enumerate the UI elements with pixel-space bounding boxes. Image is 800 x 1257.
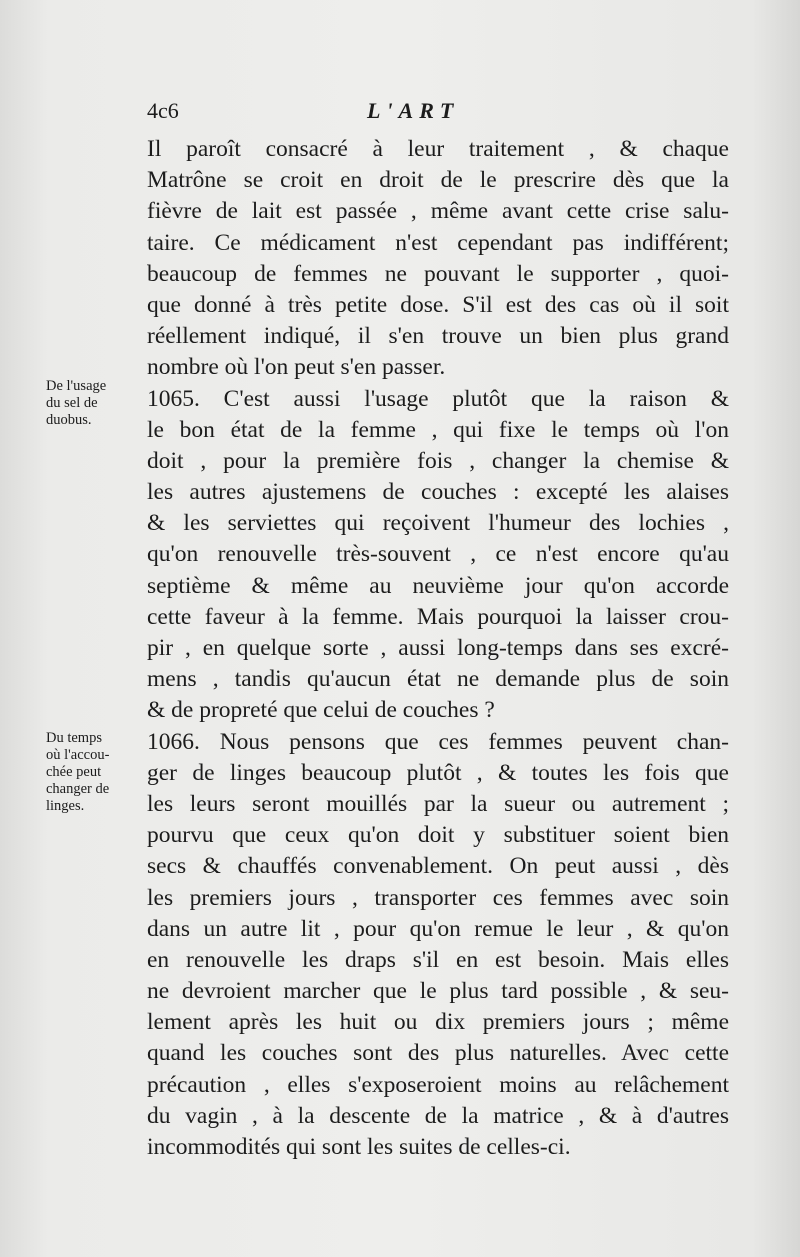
text-line: secs & chauffés convenablement. On peut aussi , dès bbox=[147, 853, 729, 880]
page-header bbox=[147, 98, 502, 128]
text-line: réellement indiqué, il s'en trouve un bien plus grand bbox=[147, 323, 729, 350]
text-line: pir , en quelque sorte , aussi long-temps dans ses excré- bbox=[147, 635, 729, 661]
text-line: & les serviettes qui reçoivent l'humeur des lochies , bbox=[147, 510, 729, 537]
text-line: que donné à très petite dose. S'il est des cas où il soit bbox=[147, 291, 729, 318]
text-line: le bon état de la femme , qui fixe le temps où l'on bbox=[147, 416, 729, 443]
margin-note-line: linges. bbox=[46, 798, 85, 814]
text-line: doit , pour la première fois , changer la chemise & bbox=[147, 447, 729, 474]
text-line: cette faveur à la femme. Mais pourquoi la laisser crou- bbox=[147, 603, 729, 630]
text-line: les autres ajustemens de couches : excepté les alaises bbox=[147, 479, 729, 506]
text-line: les premiers jours , transporter ces femmes avec soin bbox=[147, 884, 729, 911]
text-line: quand les couches sont des plus naturelles. Avec cette bbox=[147, 1040, 729, 1067]
text-line: pourvu que ceux qu'on doit y substituer soient bien bbox=[147, 822, 729, 849]
text-line: Matrône se croit en droit de le prescrire dès que la bbox=[147, 167, 729, 194]
text-line: précaution , elles s'exposeroient moins au relâchement bbox=[147, 1071, 729, 1098]
text-line: ger de linges beaucoup plutôt , & toutes les fois que bbox=[147, 759, 729, 786]
margin-note-line: changer de bbox=[46, 781, 110, 797]
text-line: septième & même au neuvième jour qu'on accorde bbox=[147, 572, 729, 599]
text-line: mens , tandis qu'aucun état ne demande plus de soin bbox=[147, 666, 729, 693]
margin-note-line: De l'usage bbox=[46, 378, 107, 394]
margin-note-usage bbox=[46, 378, 152, 429]
text-line: taire. Ce médicament n'est cependant pas indifférent; bbox=[147, 229, 729, 256]
text-line: & de propreté que celui de couches ? bbox=[147, 697, 495, 724]
body-text bbox=[147, 134, 729, 1163]
text-line: les leurs seront mouillés par la sueur ou autrement ; bbox=[147, 790, 729, 817]
text-line: 1066. Nous pensons que ces femmes peuvent chan- bbox=[147, 728, 729, 755]
margin-note-line: du sel de bbox=[46, 395, 98, 411]
text-line: lement après les huit ou dix premiers jours ; même bbox=[147, 1009, 729, 1036]
margin-note-line: Du temps bbox=[46, 730, 102, 746]
running-title: L'ART bbox=[367, 98, 460, 123]
text-line: beaucoup de femmes ne pouvant le supporter , quoi- bbox=[147, 260, 729, 287]
text-line: qu'on renouvelle très-souvent , ce n'est encore qu'au bbox=[147, 541, 729, 568]
margin-note-line: où l'accou- bbox=[46, 747, 110, 763]
text-line: ne devroient marcher que le plus tard possible , & seu- bbox=[147, 978, 729, 1005]
margin-note-line: chée peut bbox=[46, 764, 102, 780]
text-line: fièvre de lait est passée , même avant cette crise salu- bbox=[147, 198, 729, 225]
text-line: nombre où l'on peut s'en passer. bbox=[147, 354, 446, 381]
text-line: en renouvelle les draps s'il en est besoin. Mais elles bbox=[147, 946, 729, 973]
page-number: 4c6 bbox=[147, 98, 179, 123]
margin-note-changing-linen bbox=[46, 730, 152, 815]
margin-note-line: duobus. bbox=[46, 412, 92, 428]
text-line: dans un autre lit , pour qu'on remue le leur , & qu'on bbox=[147, 915, 729, 942]
text-line: du vagin , à la descente de la matrice , & à d'autres bbox=[147, 1102, 729, 1129]
text-line: Il paroît consacré à leur traitement , & chaque bbox=[147, 136, 729, 162]
text-line: incommodités qui sont les suites de celles-ci. bbox=[147, 1134, 571, 1160]
text-line: 1065. C'est aussi l'usage plutôt que la raison & bbox=[147, 385, 729, 412]
